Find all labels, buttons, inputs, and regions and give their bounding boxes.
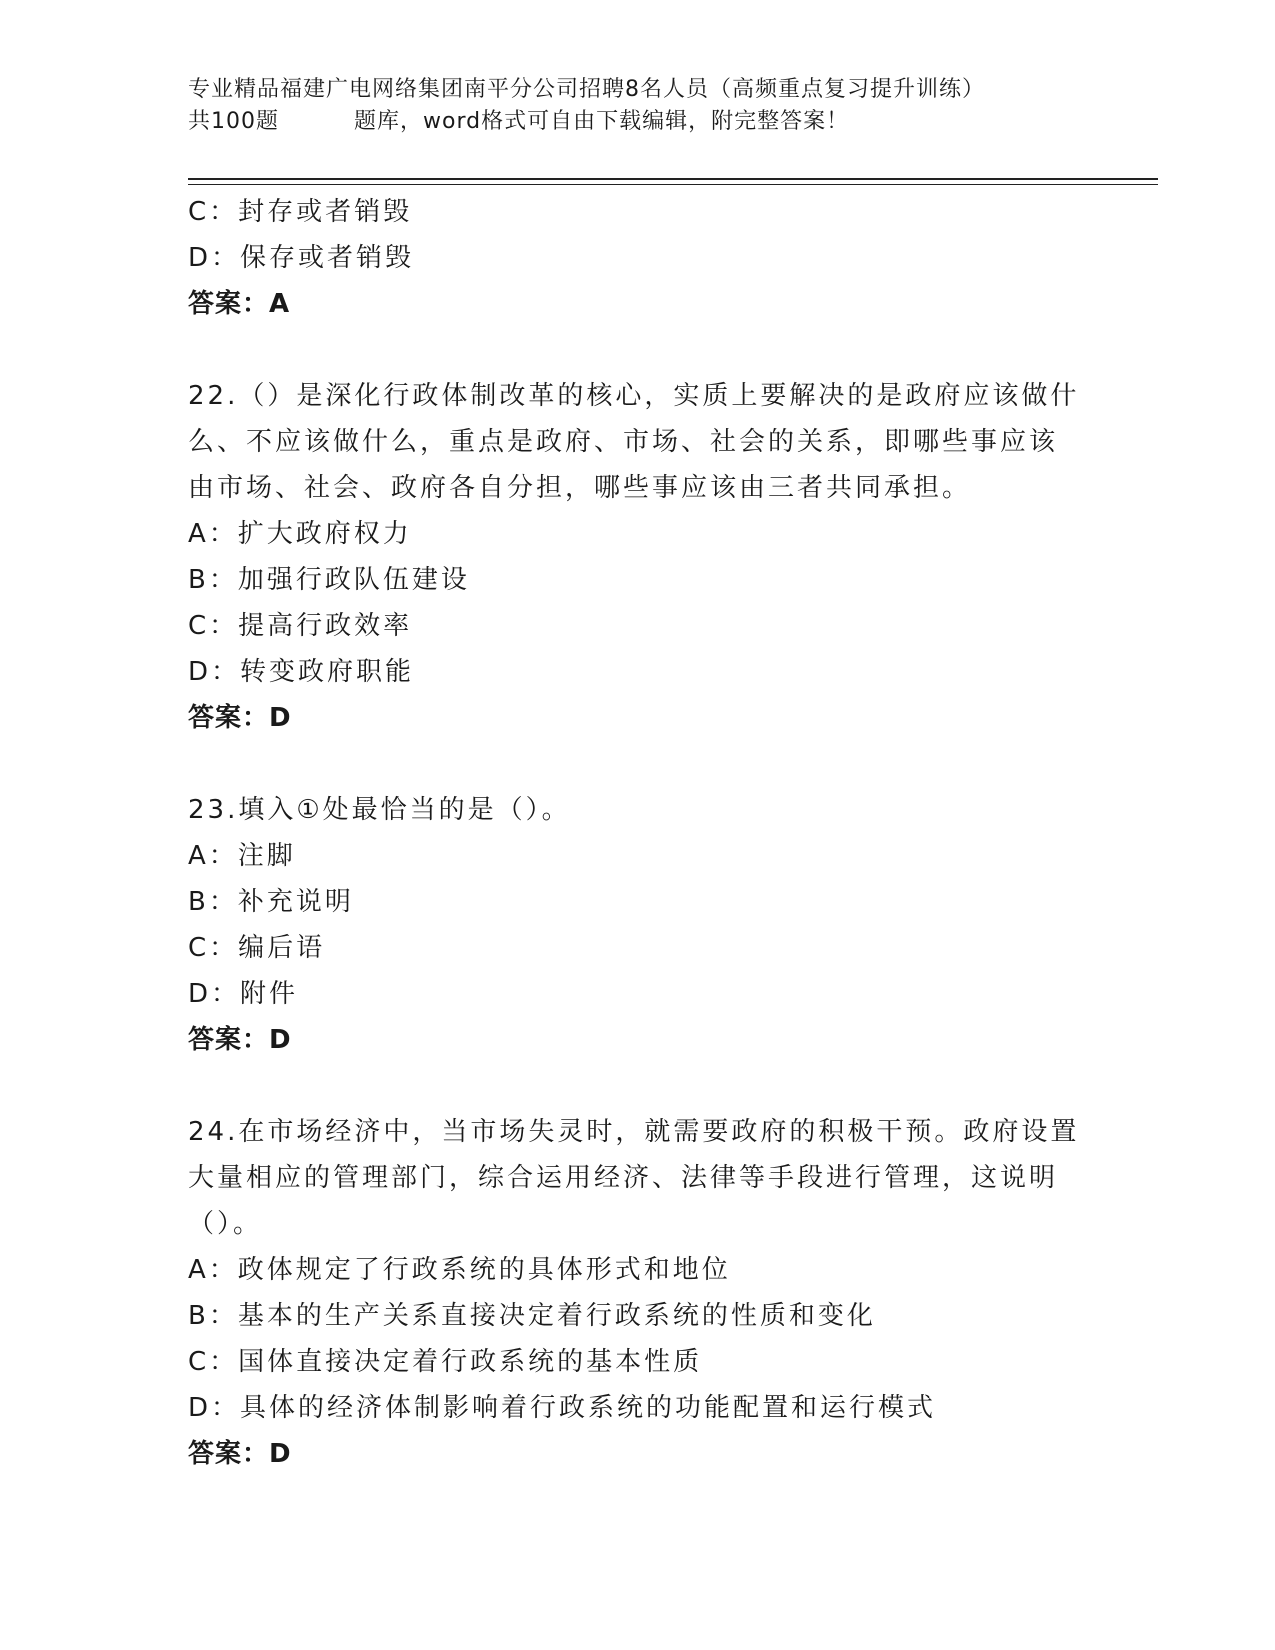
option-d: D：保存或者销毁 (188, 243, 415, 273)
header-divider (188, 178, 1158, 180)
header-note: 题库，word格式可自由下载编辑，附完整答案！ (354, 109, 850, 134)
option-a: A：政体规定了行政系统的具体形式和地位 (188, 1255, 731, 1285)
page-header (188, 74, 1108, 138)
question-block-24 (188, 1109, 1088, 1477)
option-b: B：基本的生产关系直接决定着行政系统的性质和变化 (188, 1301, 876, 1331)
header-title: 专业精品福建广电网络集团南平分公司招聘8名人员（高频重点复习提升训练） (188, 77, 985, 102)
question-block-22 (188, 373, 1088, 741)
answer-line: 答案：A (188, 289, 291, 319)
question-stem: （）。 (188, 1209, 263, 1239)
option-c: C：提高行政效率 (188, 611, 413, 641)
answer-line: 答案：D (188, 1025, 292, 1055)
answer-line: 答案：D (188, 1439, 292, 1469)
question-block-prev (188, 189, 1088, 327)
option-c: C：封存或者销毁 (188, 197, 413, 227)
option-d: D：附件 (188, 979, 299, 1009)
option-d: D：具体的经济体制影响着行政系统的功能配置和运行模式 (188, 1393, 937, 1423)
question-stem: 22.（）是深化行政体制改革的核心，实质上要解决的是政府应该做什 (188, 381, 1080, 411)
question-stem: 24.在市场经济中，当市场失灵时，就需要政府的积极干预。政府设置 (188, 1117, 1080, 1147)
header-subtitle (188, 106, 1108, 138)
option-b: B：加强行政队伍建设 (188, 565, 470, 595)
header-divider-thin (188, 184, 1158, 185)
question-stem: 么、不应该做什么，重点是政府、市场、社会的关系，即哪些事应该 (188, 427, 1059, 457)
question-stem: 由市场、社会、政府各自分担，哪些事应该由三者共同承担。 (188, 473, 972, 503)
option-d: D：转变政府职能 (188, 657, 415, 687)
option-a: A：扩大政府权力 (188, 519, 412, 549)
question-stem: 23.填入①处最恰当的是（）。 (188, 795, 571, 825)
option-a: A：注脚 (188, 841, 296, 871)
option-c: C：国体直接决定着行政系统的基本性质 (188, 1347, 703, 1377)
answer-line: 答案：D (188, 703, 292, 733)
option-b: B：补充说明 (188, 887, 354, 917)
question-stem: 大量相应的管理部门，综合运用经济、法律等手段进行管理，这说明 (188, 1163, 1059, 1193)
option-c: C：编后语 (188, 933, 326, 963)
question-block-23 (188, 787, 1088, 1063)
question-count: 共100题 (188, 109, 279, 134)
question-list (188, 189, 1088, 1477)
